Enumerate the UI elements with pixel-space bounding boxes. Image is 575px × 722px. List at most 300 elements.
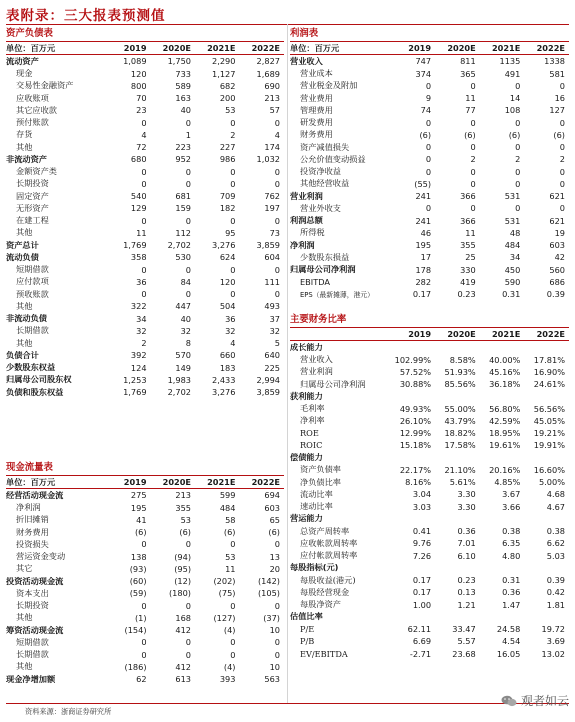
cell-value: 5.03: [546, 550, 565, 561]
row-label: 营业收入: [290, 55, 323, 66]
cell-value: 747: [415, 56, 432, 67]
row-label: ROIC: [300, 440, 323, 451]
table-row: [290, 129, 569, 141]
cell-value: 45.16%: [489, 366, 521, 377]
cell-value: [435, 513, 480, 525]
table-row: [290, 215, 569, 227]
table-row: [6, 538, 284, 550]
table-row: [6, 300, 284, 312]
cell-value: 124: [130, 362, 147, 373]
cell-value: 581: [549, 68, 565, 79]
cell-value: 112: [175, 227, 192, 238]
table-row: [6, 374, 284, 386]
cell-value: 20.16%: [489, 464, 521, 475]
row-label: 现金: [16, 68, 33, 79]
row-label: 归属母公司净利润: [290, 264, 356, 275]
cell-value: [480, 341, 525, 354]
cell-value: 8: [185, 338, 192, 349]
table-row: [6, 349, 284, 361]
cell-value: 32: [269, 325, 280, 336]
cell-value: (6): [464, 129, 476, 140]
cell-value: (95): [174, 563, 192, 574]
cell-value: 53: [225, 551, 236, 562]
cell-value: (127): [213, 612, 236, 623]
row-label: 营业收入: [300, 354, 333, 365]
cell-value: 183: [219, 362, 236, 373]
row-label: 应付款项: [16, 276, 49, 287]
cell-value: 4.54: [502, 636, 521, 647]
row-label: 投资损失: [16, 538, 49, 549]
row-label: 估值比率: [290, 611, 323, 622]
cell-value: 3.03: [412, 501, 432, 512]
cell-value: 2,702: [167, 387, 192, 398]
table-row: [290, 599, 569, 611]
cell-value: 13: [269, 551, 280, 562]
cell-value: 0: [230, 649, 236, 660]
section-title: 利润表: [290, 26, 569, 42]
header-year: 2020E: [151, 42, 195, 55]
cell-value: 241: [415, 215, 432, 226]
table-row: [6, 636, 284, 648]
cell-value: 4: [274, 129, 280, 140]
cell-value: 56.80%: [489, 403, 521, 414]
cell-value: 2: [470, 154, 476, 165]
cell-value: 213: [175, 490, 192, 501]
row-label: 偿债能力: [290, 452, 323, 463]
cell-value: 0.13: [457, 587, 476, 598]
table-header-row: [6, 476, 284, 489]
cell-value: 11: [465, 93, 476, 104]
cell-value: 560: [549, 264, 565, 275]
cell-value: 365: [460, 68, 476, 79]
cell-value: 686: [549, 276, 565, 287]
cell-value: 0: [141, 600, 147, 611]
watermark-text: 观者如云: [520, 694, 569, 708]
row-label: 每股净资产: [300, 599, 341, 610]
row-label: 预付账款: [16, 117, 49, 128]
cell-value: 62.11: [407, 624, 432, 635]
table-row: [290, 104, 569, 116]
table-row: [290, 251, 569, 263]
table-row: [6, 563, 284, 575]
cell-value: 690: [264, 80, 280, 91]
cell-value: 72: [136, 142, 147, 153]
cell-value: 392: [130, 350, 147, 361]
row-label: 营业利润: [290, 190, 323, 201]
cell-value: 24.58: [496, 624, 521, 635]
cell-value: 412: [175, 661, 192, 672]
cell-value: 3.69: [546, 636, 565, 647]
header-year: 2020E: [435, 42, 480, 55]
cell-value: 0: [425, 117, 432, 128]
cell-value: 178: [415, 264, 432, 275]
row-label: 非流动负债: [6, 313, 47, 324]
cell-value: (154): [124, 625, 147, 636]
table-row: [290, 415, 569, 427]
cell-value: 2,827: [256, 56, 280, 67]
cell-value: 42: [554, 252, 565, 263]
cell-value: 0: [470, 166, 476, 177]
cell-value: 49.93%: [399, 403, 432, 414]
cell-value: 0: [425, 203, 432, 214]
cell-value: 108: [504, 105, 521, 116]
cell-value: 0: [470, 80, 476, 91]
header-year: 2019: [396, 42, 435, 55]
cell-value: 48: [509, 227, 521, 238]
cell-value: 3.30: [457, 489, 476, 500]
cell-value: 14: [509, 93, 521, 104]
cell-value: 138: [130, 551, 147, 562]
cell-value: 0: [230, 117, 236, 128]
cell-value: 200: [219, 93, 236, 104]
header-year: 2019: [112, 476, 151, 489]
table-row: [290, 141, 569, 153]
cell-value: 0: [515, 80, 521, 91]
cell-value: [524, 513, 569, 525]
table-row: [6, 80, 284, 92]
cell-value: 7.01: [457, 538, 476, 549]
cell-value: 57.52%: [399, 366, 432, 377]
cell-value: 2: [141, 338, 147, 349]
cell-value: 4.80: [502, 550, 521, 561]
cell-value: 0: [230, 539, 236, 550]
cell-value: 6.35: [502, 538, 521, 549]
cell-value: (60): [129, 576, 147, 587]
cell-value: 102.99%: [394, 354, 432, 365]
table-row: [6, 313, 284, 325]
cell-value: [480, 452, 525, 464]
table-row: [6, 386, 284, 398]
cell-value: 0: [470, 203, 476, 214]
cell-value: 0.38: [546, 526, 565, 537]
row-label: 每股经营现金: [300, 586, 350, 597]
header-year: 2021E: [195, 476, 239, 489]
table-row: [6, 55, 284, 68]
row-label: 交易性金融资产: [16, 80, 74, 91]
row-label: 营业外收支: [300, 202, 341, 213]
cell-value: 0: [274, 649, 280, 660]
cell-value: 0: [274, 117, 280, 128]
cell-value: 77: [465, 105, 476, 116]
table-row: [6, 202, 284, 214]
row-label: 经营活动现金流: [6, 489, 64, 500]
row-label: ROE: [300, 428, 319, 439]
cell-value: 1,769: [123, 240, 147, 251]
cell-value: 640: [264, 350, 280, 361]
table-row: [290, 562, 569, 574]
cell-value: 0: [274, 600, 280, 611]
table-row: [290, 178, 569, 190]
cell-value: (94): [174, 551, 192, 562]
cell-value: [480, 562, 525, 574]
cell-value: 0: [230, 289, 236, 300]
cell-value: 10: [269, 661, 280, 672]
row-label: 流动资产: [6, 55, 39, 66]
cell-value: 23.68: [452, 648, 476, 659]
cell-value: 599: [219, 490, 236, 501]
table-row: [290, 288, 569, 300]
cell-value: 0: [230, 215, 236, 226]
table-row: [290, 586, 569, 598]
cell-value: 680: [130, 154, 147, 165]
cell-value: 120: [130, 68, 147, 79]
cell-value: 40: [180, 313, 192, 324]
cell-value: [524, 341, 569, 354]
cell-value: 0: [185, 649, 192, 660]
row-label: 投资净收益: [300, 166, 341, 177]
cell-value: 4.68: [546, 489, 565, 500]
cell-value: (6): [508, 129, 521, 140]
cell-value: 0: [425, 154, 432, 165]
row-label: 净利润: [16, 502, 41, 513]
cell-value: 227: [219, 142, 236, 153]
row-label: 财务费用: [300, 129, 333, 140]
row-label: 营业利润: [300, 366, 333, 377]
cell-value: [435, 562, 480, 574]
table-row: [290, 439, 569, 451]
cell-value: 1,032: [256, 154, 280, 165]
cell-value: 0: [274, 178, 280, 189]
cell-value: 358: [130, 252, 147, 263]
row-label: EV/EBITDA: [300, 648, 348, 659]
cell-value: 11: [465, 227, 476, 238]
cell-value: -2.71: [409, 648, 432, 659]
cell-value: 19.61%: [489, 440, 521, 451]
source-footnote: 资料来源：浙商证券研究所: [25, 707, 112, 716]
cell-value: 530: [175, 252, 192, 263]
row-label: 其他: [16, 141, 33, 152]
table-row: [290, 390, 569, 402]
cell-value: 17.58%: [444, 440, 476, 451]
cell-value: 163: [175, 93, 192, 104]
row-label: 金额资产类: [16, 166, 57, 177]
cell-value: 0: [515, 178, 521, 189]
cell-value: 120: [219, 276, 236, 287]
cell-value: (6): [179, 527, 192, 538]
cell-value: (142): [257, 576, 280, 587]
cell-value: 24.61%: [533, 379, 565, 390]
cell-value: (105): [257, 588, 280, 599]
cell-value: 4: [230, 338, 236, 349]
row-label: 营业税金及附加: [300, 80, 358, 91]
header-year: 2019: [390, 328, 435, 341]
table-header-row: [290, 328, 569, 341]
cell-value: 195: [130, 502, 147, 513]
cell-value: 13.02: [541, 648, 565, 659]
cell-value: 0.23: [457, 575, 476, 586]
cell-value: 127: [549, 105, 565, 116]
cell-value: 84: [180, 276, 192, 287]
cell-value: 682: [219, 80, 236, 91]
cell-value: 570: [175, 350, 192, 361]
row-label: 预收账款: [16, 288, 49, 299]
cell-value: 10: [269, 625, 280, 636]
cell-value: 624: [219, 252, 236, 263]
table-row: [290, 513, 569, 525]
table-row: [290, 190, 569, 202]
row-label: 长期投资: [16, 178, 49, 189]
cell-value: 0: [185, 117, 192, 128]
table-row: [6, 190, 284, 202]
row-label: 净利润: [290, 239, 315, 250]
cell-value: 5: [274, 338, 280, 349]
cell-value: 1,689: [256, 68, 280, 79]
cell-value: 621: [549, 191, 565, 202]
cell-value: [390, 562, 435, 574]
table-row: [6, 166, 284, 178]
cell-value: 0: [559, 166, 565, 177]
header-year: 2020E: [151, 476, 195, 489]
cell-value: 355: [460, 240, 476, 251]
table-row: [290, 92, 569, 104]
row-label: 资本支出: [16, 587, 49, 598]
cell-value: 3,276: [212, 240, 236, 251]
table-row: [6, 514, 284, 526]
cell-value: 613: [175, 674, 192, 685]
cell-value: 709: [219, 191, 236, 202]
cell-value: 0: [274, 289, 280, 300]
page-title: 表附录：三大报表预测值: [6, 8, 166, 24]
cell-value: 43.79%: [444, 415, 476, 426]
cell-value: 0: [141, 264, 147, 275]
table-row: [290, 341, 569, 354]
table-row: [6, 227, 284, 239]
cell-value: 17.81%: [533, 354, 565, 365]
cell-value: 590: [504, 276, 521, 287]
table-row: [6, 673, 284, 685]
cell-value: 57: [269, 105, 280, 116]
cell-value: [524, 611, 569, 623]
table-row: [6, 661, 284, 673]
table-row: [6, 489, 284, 502]
table-row: [6, 600, 284, 612]
section-title: 主要财务比率: [290, 312, 569, 328]
table-row: [290, 202, 569, 214]
row-label: 长期借款: [16, 325, 49, 336]
cell-value: (6): [268, 527, 280, 538]
row-label: 长期借款: [16, 649, 49, 660]
table-row: [290, 239, 569, 251]
table-row: [290, 55, 569, 68]
table-row: [6, 612, 284, 624]
row-label: 营业成本: [300, 68, 333, 79]
cell-value: 0.31: [502, 575, 521, 586]
cell-value: 53: [225, 105, 236, 116]
table-row: [290, 427, 569, 439]
table-row: [290, 648, 569, 660]
cell-value: 0: [185, 600, 192, 611]
row-label: 管理费用: [300, 104, 333, 115]
cell-value: 2,702: [167, 240, 192, 251]
cell-value: [390, 341, 435, 354]
cell-value: 493: [264, 301, 280, 312]
cell-value: 3,859: [256, 387, 280, 398]
cell-value: 2: [515, 154, 521, 165]
cell-value: 0: [425, 142, 432, 153]
table-row: [290, 464, 569, 476]
cell-value: 0: [559, 142, 565, 153]
cell-value: 811: [460, 56, 476, 67]
cell-value: 1.47: [502, 599, 521, 610]
cell-value: (12): [174, 576, 192, 587]
cell-value: 4.67: [546, 501, 565, 512]
row-label: 归属母公司净利润: [300, 378, 366, 389]
header-year: 2022E: [524, 328, 569, 341]
cell-value: [480, 513, 525, 525]
cell-value: 2,994: [256, 374, 280, 385]
cell-value: 129: [130, 203, 147, 214]
cell-value: 694: [264, 490, 280, 501]
table-row: [290, 488, 569, 500]
table-header-row: [6, 42, 284, 55]
cell-value: 36.18%: [489, 379, 521, 390]
cell-value: 484: [504, 240, 521, 251]
cell-value: 366: [460, 191, 476, 202]
cell-value: 37: [269, 313, 280, 324]
cell-value: [524, 390, 569, 402]
row-label: 速动比率: [300, 501, 333, 512]
cell-value: 2: [559, 154, 565, 165]
income-panel: [290, 26, 569, 300]
cell-value: 56.56%: [533, 403, 565, 414]
row-label: 资产负债率: [300, 464, 341, 475]
cell-value: 3.66: [502, 501, 521, 512]
table-row: [290, 452, 569, 464]
cell-value: (37): [263, 612, 280, 623]
row-label: 营运能力: [290, 513, 323, 524]
cell-value: (202): [213, 576, 236, 587]
table-row: [6, 141, 284, 153]
header-unit: 单位：百万元: [6, 42, 112, 55]
cell-value: 65: [269, 514, 280, 525]
cell-value: 95: [225, 227, 236, 238]
cell-value: 762: [264, 191, 280, 202]
cell-value: [435, 390, 480, 402]
cell-value: 450: [504, 264, 521, 275]
cell-value: 0: [274, 215, 280, 226]
table-row: [6, 239, 284, 251]
table-row: [6, 129, 284, 141]
table-row: [290, 264, 569, 276]
row-label: 负债和股东权益: [6, 386, 64, 397]
cell-value: 0.36: [457, 526, 476, 537]
cell-value: 40: [180, 105, 192, 116]
cell-value: 42.59%: [489, 415, 521, 426]
row-label: 其他: [16, 661, 33, 672]
row-label: 流动比率: [300, 488, 333, 499]
cell-value: 1.81: [546, 599, 565, 610]
cell-value: [390, 611, 435, 623]
header-year: 2021E: [480, 42, 525, 55]
cell-value: 0: [230, 637, 236, 648]
table-row: [6, 153, 284, 165]
cell-value: 0: [185, 166, 192, 177]
cashflow-table: [6, 476, 284, 685]
row-label: 毛利率: [300, 403, 325, 414]
cell-value: 603: [264, 502, 280, 513]
cell-value: 0: [141, 178, 147, 189]
section-title: 现金流量表: [6, 460, 284, 476]
cell-value: 952: [175, 154, 192, 165]
cell-value: 275: [130, 490, 147, 501]
cell-value: 0: [230, 600, 236, 611]
row-label: 固定资产: [16, 190, 49, 201]
cell-value: [480, 390, 525, 402]
cell-value: 8.58%: [449, 354, 476, 365]
row-label: 财务费用: [16, 526, 49, 537]
table-header-row: [290, 42, 569, 55]
table-row: [6, 68, 284, 80]
